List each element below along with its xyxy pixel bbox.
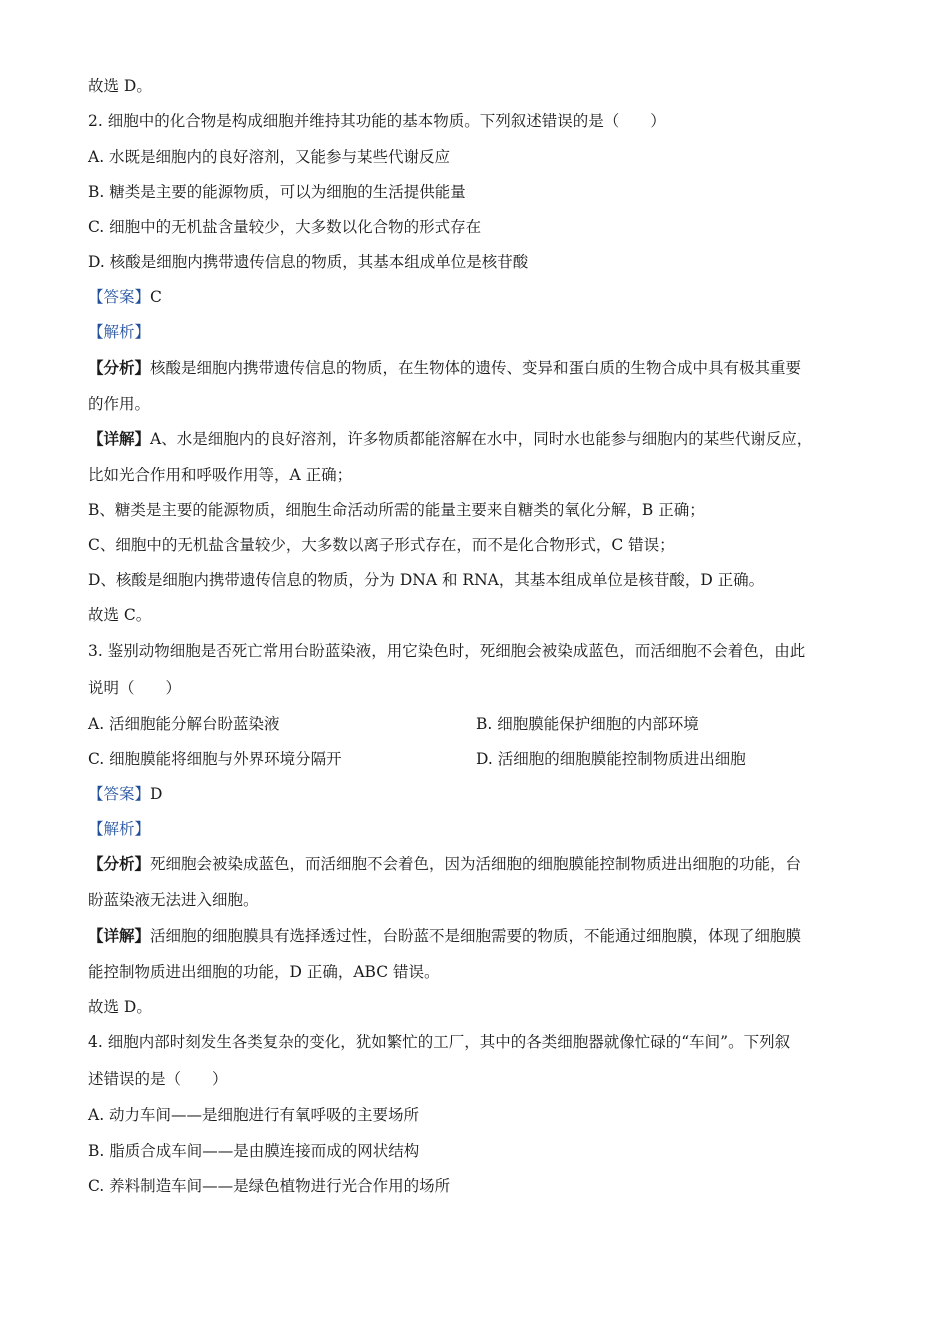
q3-option-b: B. 细胞膜能保护细胞的内部环境 xyxy=(476,715,699,733)
q2-xiangjie-line-2: 比如光合作用和呼吸作用等，A 正确； xyxy=(88,466,353,484)
q4-option-b: B. 脂质合成车间——是由膜连接而成的网状结构 xyxy=(88,1142,420,1160)
q2-fenxi-line-1 xyxy=(88,357,801,379)
q3-stem-line-1: 3. 鉴别动物细胞是否死亡常用台盼蓝染液，用它染色时，死细胞会被染成蓝色，而活细胞不会着色，由此 xyxy=(88,642,806,660)
xiangjie-text: A、水是细胞内的良好溶剂，许多物质都能溶解在水中，同时水也能参与细胞内的某些代谢反应， xyxy=(150,430,813,448)
q2-option-c: C. 细胞中的无机盐含量较少，大多数以化合物的形式存在 xyxy=(88,218,482,236)
fenxi-tag: 【分析】 xyxy=(88,854,151,873)
q2-stem: 2. 细胞中的化合物是构成细胞并维持其功能的基本物质。下列叙述错误的是（ ） xyxy=(88,112,666,130)
q4-stem-line-2: 述错误的是（ ） xyxy=(88,1070,228,1088)
q3-option-a: A. 活细胞能分解台盼蓝染液 xyxy=(88,715,280,733)
q2-fenxi-line-2: 的作用。 xyxy=(88,395,151,413)
xiangjie-text: 活细胞的细胞膜具有选择透过性，台盼蓝不是细胞需要的物质，不能通过细胞膜，体现了细胞膜 xyxy=(150,927,802,945)
answer-tag: 【答案】 xyxy=(88,288,151,306)
q3-fenxi-line-1 xyxy=(88,853,801,875)
fenxi-text: 死细胞会被染成蓝色，而活细胞不会着色，因为活细胞的细胞膜能控制物质进出细胞的功能，台 xyxy=(150,855,802,873)
q2-xiangjie-line-5: D、核酸是细胞内携带遗传信息的物质，分为 DNA 和 RNA，其基本组成单位是核苷酸，D 正确。 xyxy=(88,571,765,589)
q2-answer xyxy=(88,286,162,308)
answer-value: C xyxy=(150,288,162,306)
q4-stem-line-1: 4. 细胞内部时刻发生各类复杂的变化，犹如繁忙的工厂，其中的各类细胞器就像忙碌的“车间”。下列叙 xyxy=(88,1033,791,1051)
fenxi-text: 核酸是细胞内携带遗传信息的物质，在生物体的遗传、变异和蛋白质的生物合成中具有极其重要 xyxy=(150,359,802,377)
q2-xiangjie-line-4: C、细胞中的无机盐含量较少，大多数以离子形式存在，而不是化合物形式，C 错误； xyxy=(88,536,675,554)
q4-option-c: C. 养料制造车间——是绿色植物进行光合作用的场所 xyxy=(88,1177,451,1195)
q3-option-c: C. 细胞膜能将细胞与外界环境分隔开 xyxy=(88,750,342,768)
analysis-tag: 【解析】 xyxy=(88,323,151,341)
answer-value: D xyxy=(150,785,163,803)
xiangjie-tag: 【详解】 xyxy=(88,926,151,945)
q2-xiangjie-line-3: B、糖类是主要的能源物质，细胞生命活动所需的能量主要来自糖类的氧化分解，B 正确； xyxy=(88,501,705,519)
q2-analysis-heading xyxy=(88,321,150,343)
answer-tag: 【答案】 xyxy=(88,785,151,803)
q1-conclusion: 故选 D。 xyxy=(88,77,152,95)
q3-answer xyxy=(88,783,162,805)
q3-xiangjie-line-2: 能控制物质进出细胞的功能，D 正确，ABC 错误。 xyxy=(88,963,440,981)
q3-fenxi-line-2: 盼蓝染液无法进入细胞。 xyxy=(88,891,259,909)
q4-option-a: A. 动力车间——是细胞进行有氧呼吸的主要场所 xyxy=(88,1106,420,1124)
q3-option-d: D. 活细胞的细胞膜能控制物质进出细胞 xyxy=(476,750,746,768)
q2-conclusion: 故选 C。 xyxy=(88,606,152,624)
analysis-tag: 【解析】 xyxy=(88,820,151,838)
xiangjie-tag: 【详解】 xyxy=(88,429,151,448)
q3-conclusion: 故选 D。 xyxy=(88,998,152,1016)
q2-option-a: A. 水既是细胞内的良好溶剂，又能参与某些代谢反应 xyxy=(88,148,451,166)
q3-xiangjie-line-1 xyxy=(88,925,801,947)
q3-analysis-heading xyxy=(88,818,150,840)
q2-xiangjie-line-1 xyxy=(88,428,812,450)
q3-stem-line-2: 说明（ ） xyxy=(88,679,182,697)
q2-option-b: B. 糖类是主要的能源物质，可以为细胞的生活提供能量 xyxy=(88,183,466,201)
fenxi-tag: 【分析】 xyxy=(88,358,151,377)
q2-option-d: D. 核酸是细胞内携带遗传信息的物质，其基本组成单位是核苷酸 xyxy=(88,253,529,271)
